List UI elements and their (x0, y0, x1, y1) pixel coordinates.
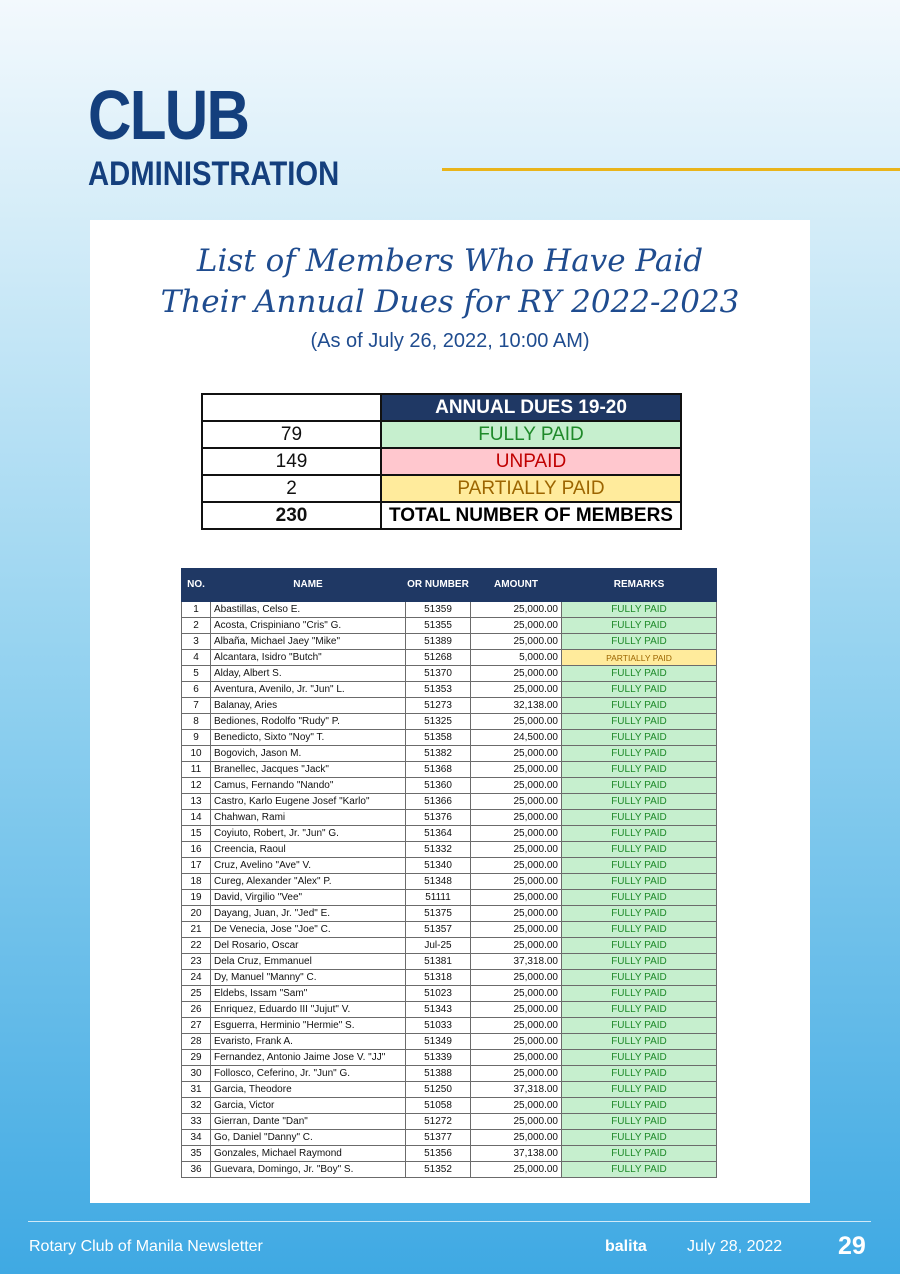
amount-paid: 32,138.00 (471, 698, 562, 714)
or-number: 51357 (406, 922, 471, 938)
table-row (182, 602, 717, 618)
or-number: 51356 (406, 1146, 471, 1162)
amount-paid: 25,000.00 (471, 1002, 562, 1018)
member-name: Camus, Fernando "Nando" (211, 778, 406, 794)
or-number: 51364 (406, 826, 471, 842)
amount-paid: 24,500.00 (471, 730, 562, 746)
amount-paid: 25,000.00 (471, 1018, 562, 1034)
table-row (182, 794, 717, 810)
member-number: 18 (182, 874, 211, 890)
member-name: Bediones, Rodolfo "Rudy" P. (211, 714, 406, 730)
amount-paid: 37,318.00 (471, 1082, 562, 1098)
remarks-status: FULLY PAID (562, 1066, 717, 1082)
or-number: 51377 (406, 1130, 471, 1146)
header-divider (442, 168, 900, 171)
member-number: 2 (182, 618, 211, 634)
table-row (182, 1066, 717, 1082)
page-number: 29 (838, 1232, 866, 1260)
amount-paid: 25,000.00 (471, 922, 562, 938)
summary-label: FULLY PAID (381, 421, 681, 448)
member-name: Dayang, Juan, Jr. "Jed" E. (211, 906, 406, 922)
or-number: 51366 (406, 794, 471, 810)
member-name: Balanay, Aries (211, 698, 406, 714)
amount-paid: 25,000.00 (471, 762, 562, 778)
member-name: Follosco, Ceferino, Jr. "Jun" G. (211, 1066, 406, 1082)
table-row (182, 666, 717, 682)
member-number: 29 (182, 1050, 211, 1066)
amount-paid: 25,000.00 (471, 1066, 562, 1082)
remarks-status: FULLY PAID (562, 1130, 717, 1146)
remarks-status: FULLY PAID (562, 746, 717, 762)
member-number: 21 (182, 922, 211, 938)
member-name: Dy, Manuel "Manny" C. (211, 970, 406, 986)
remarks-status: FULLY PAID (562, 890, 717, 906)
or-number: 51250 (406, 1082, 471, 1098)
remarks-status: FULLY PAID (562, 666, 717, 682)
member-number: 9 (182, 730, 211, 746)
summary-label: UNPAID (381, 448, 681, 475)
table-row (182, 970, 717, 986)
member-number: 19 (182, 890, 211, 906)
remarks-status: FULLY PAID (562, 714, 717, 730)
amount-paid: 25,000.00 (471, 970, 562, 986)
table-row (182, 890, 717, 906)
remarks-status: FULLY PAID (562, 1162, 717, 1178)
member-number: 3 (182, 634, 211, 650)
remarks-status: FULLY PAID (562, 970, 717, 986)
or-number: 51353 (406, 682, 471, 698)
member-number: 26 (182, 1002, 211, 1018)
column-header-amount: AMOUNT (471, 569, 562, 602)
member-name: Alday, Albert S. (211, 666, 406, 682)
or-number: 51033 (406, 1018, 471, 1034)
member-number: 23 (182, 954, 211, 970)
section-header (88, 76, 380, 194)
summary-label: TOTAL NUMBER OF MEMBERS (381, 502, 681, 529)
remarks-status: FULLY PAID (562, 1146, 717, 1162)
amount-paid: 5,000.00 (471, 650, 562, 666)
or-number: 51359 (406, 602, 471, 618)
table-row (182, 746, 717, 762)
remarks-status: FULLY PAID (562, 986, 717, 1002)
or-number: 51358 (406, 730, 471, 746)
amount-paid: 25,000.00 (471, 1114, 562, 1130)
table-row (182, 810, 717, 826)
as-of-note: (As of July 26, 2022, 10:00 AM) (310, 330, 590, 352)
or-number: 51360 (406, 778, 471, 794)
member-number: 10 (182, 746, 211, 762)
remarks-status: FULLY PAID (562, 810, 717, 826)
remarks-status: FULLY PAID (562, 682, 717, 698)
dues-summary-table (201, 393, 682, 530)
remarks-status: FULLY PAID (562, 730, 717, 746)
column-header-or-number: OR NUMBER (406, 569, 471, 602)
member-number: 15 (182, 826, 211, 842)
member-number: 35 (182, 1146, 211, 1162)
member-number: 27 (182, 1018, 211, 1034)
remarks-status: FULLY PAID (562, 1050, 717, 1066)
member-number: 11 (182, 762, 211, 778)
member-name: Creencia, Raoul (211, 842, 406, 858)
amount-paid: 25,000.00 (471, 986, 562, 1002)
or-number: 51272 (406, 1114, 471, 1130)
member-name: Gierran, Dante "Dan" (211, 1114, 406, 1130)
member-name: Garcia, Theodore (211, 1082, 406, 1098)
amount-paid: 37,138.00 (471, 1146, 562, 1162)
member-name: Albaña, Michael Jaey "Mike" (211, 634, 406, 650)
summary-label: PARTIALLY PAID (381, 475, 681, 502)
table-row (182, 1018, 717, 1034)
or-number: 51352 (406, 1162, 471, 1178)
amount-paid: 25,000.00 (471, 906, 562, 922)
column-header-name: NAME (211, 569, 406, 602)
or-number: 51339 (406, 1050, 471, 1066)
amount-paid: 25,000.00 (471, 826, 562, 842)
amount-paid: 25,000.00 (471, 746, 562, 762)
remarks-status: FULLY PAID (562, 778, 717, 794)
amount-paid: 25,000.00 (471, 890, 562, 906)
amount-paid: 25,000.00 (471, 1130, 562, 1146)
table-row (182, 842, 717, 858)
table-row (182, 1146, 717, 1162)
amount-paid: 25,000.00 (471, 858, 562, 874)
table-row (182, 714, 717, 730)
table-row (182, 1002, 717, 1018)
or-number: 51318 (406, 970, 471, 986)
remarks-status: FULLY PAID (562, 826, 717, 842)
member-number: 24 (182, 970, 211, 986)
amount-paid: 25,000.00 (471, 682, 562, 698)
table-row (182, 858, 717, 874)
remarks-status: PARTIALLY PAID (562, 650, 717, 666)
member-name: Benedicto, Sixto "Noy" T. (211, 730, 406, 746)
remarks-status: FULLY PAID (562, 1082, 717, 1098)
member-number: 32 (182, 1098, 211, 1114)
amount-paid: 25,000.00 (471, 666, 562, 682)
member-name: Dela Cruz, Emmanuel (211, 954, 406, 970)
table-row (182, 698, 717, 714)
or-number: 51343 (406, 1002, 471, 1018)
amount-paid: 25,000.00 (471, 618, 562, 634)
summary-header: ANNUAL DUES 19-20 (381, 394, 681, 421)
or-number: 51349 (406, 1034, 471, 1050)
member-name: Enriquez, Eduardo III "Jujut" V. (211, 1002, 406, 1018)
or-number: 51389 (406, 634, 471, 650)
amount-paid: 25,000.00 (471, 842, 562, 858)
member-name: Guevara, Domingo, Jr. "Boy" S. (211, 1162, 406, 1178)
table-row (182, 730, 717, 746)
amount-paid: 25,000.00 (471, 778, 562, 794)
member-name: Gonzales, Michael Raymond (211, 1146, 406, 1162)
table-row (182, 1034, 717, 1050)
remarks-status: FULLY PAID (562, 762, 717, 778)
amount-paid: 25,000.00 (471, 1034, 562, 1050)
member-name: Garcia, Victor (211, 1098, 406, 1114)
table-row (182, 938, 717, 954)
remarks-status: FULLY PAID (562, 1098, 717, 1114)
amount-paid: 25,000.00 (471, 794, 562, 810)
member-name: Bogovich, Jason M. (211, 746, 406, 762)
amount-paid: 37,318.00 (471, 954, 562, 970)
column-header-no: NO. (182, 569, 211, 602)
table-row (182, 1162, 717, 1178)
members-table-body (182, 602, 717, 1178)
publication-name: Rotary Club of Manila Newsletter (29, 1238, 263, 1255)
table-row (182, 826, 717, 842)
member-number: 17 (182, 858, 211, 874)
table-row (182, 954, 717, 970)
or-number: 51388 (406, 1066, 471, 1082)
amount-paid: 25,000.00 (471, 1050, 562, 1066)
remarks-status: FULLY PAID (562, 906, 717, 922)
summary-count: 230 (202, 502, 381, 529)
or-number: 51368 (406, 762, 471, 778)
member-number: 1 (182, 602, 211, 618)
or-number: Jul-25 (406, 938, 471, 954)
amount-paid: 25,000.00 (471, 1162, 562, 1178)
member-number: 8 (182, 714, 211, 730)
remarks-status: FULLY PAID (562, 698, 717, 714)
amount-paid: 25,000.00 (471, 938, 562, 954)
remarks-status: FULLY PAID (562, 858, 717, 874)
amount-paid: 25,000.00 (471, 714, 562, 730)
table-row (182, 650, 717, 666)
or-number: 51376 (406, 810, 471, 826)
column-header-remarks: REMARKS (562, 569, 717, 602)
member-name: Coyiuto, Robert, Jr. "Jun" G. (211, 826, 406, 842)
summary-row-total (202, 502, 681, 529)
or-number: 51273 (406, 698, 471, 714)
remarks-status: FULLY PAID (562, 922, 717, 938)
member-name: Fernandez, Antonio Jaime Jose V. "JJ" (211, 1050, 406, 1066)
remarks-status: FULLY PAID (562, 602, 717, 618)
section-subtitle: ADMINISTRATION (88, 155, 340, 193)
member-name: Chahwan, Rami (211, 810, 406, 826)
amount-paid: 25,000.00 (471, 634, 562, 650)
remarks-status: FULLY PAID (562, 1018, 717, 1034)
member-name: De Venecia, Jose "Joe" C. (211, 922, 406, 938)
summary-row-unpaid (202, 448, 681, 475)
table-row (182, 762, 717, 778)
member-number: 36 (182, 1162, 211, 1178)
summary-header-row (202, 394, 681, 421)
list-title-line-2: Their Annual Dues for RY 2022-2023 (160, 284, 740, 320)
member-number: 20 (182, 906, 211, 922)
member-name: Branellec, Jacques "Jack" (211, 762, 406, 778)
remarks-status: FULLY PAID (562, 794, 717, 810)
list-title-line-1: List of Members Who Have Paid (196, 243, 704, 279)
member-name: Alcantara, Isidro "Butch" (211, 650, 406, 666)
member-name: Cruz, Avelino "Ave" V. (211, 858, 406, 874)
summary-blank-cell (202, 394, 381, 421)
member-number: 25 (182, 986, 211, 1002)
member-number: 14 (182, 810, 211, 826)
summary-count: 2 (202, 475, 381, 502)
section-title: CLUB (88, 76, 249, 154)
member-name: Eldebs, Issam "Sam" (211, 986, 406, 1002)
table-row (182, 1082, 717, 1098)
or-number: 51332 (406, 842, 471, 858)
table-row (182, 986, 717, 1002)
issue-date: July 28, 2022 (687, 1238, 783, 1255)
or-number: 51058 (406, 1098, 471, 1114)
summary-count: 79 (202, 421, 381, 448)
or-number: 51382 (406, 746, 471, 762)
member-name: Aventura, Avenilo, Jr. "Jun" L. (211, 682, 406, 698)
table-row (182, 682, 717, 698)
member-number: 5 (182, 666, 211, 682)
table-row (182, 778, 717, 794)
member-number: 30 (182, 1066, 211, 1082)
amount-paid: 25,000.00 (471, 1098, 562, 1114)
table-row (182, 1114, 717, 1130)
amount-paid: 25,000.00 (471, 810, 562, 826)
table-row (182, 618, 717, 634)
or-number: 51325 (406, 714, 471, 730)
or-number: 51111 (406, 890, 471, 906)
or-number: 51370 (406, 666, 471, 682)
table-row (182, 634, 717, 650)
remarks-status: FULLY PAID (562, 1002, 717, 1018)
member-name: Go, Daniel "Danny" C. (211, 1130, 406, 1146)
or-number: 51268 (406, 650, 471, 666)
content-panel (90, 220, 810, 1203)
table-row (182, 1130, 717, 1146)
remarks-status: FULLY PAID (562, 874, 717, 890)
member-number: 13 (182, 794, 211, 810)
table-row (182, 1050, 717, 1066)
member-name: Del Rosario, Oscar (211, 938, 406, 954)
remarks-status: FULLY PAID (562, 618, 717, 634)
or-number: 51381 (406, 954, 471, 970)
member-number: 16 (182, 842, 211, 858)
table-row (182, 906, 717, 922)
member-number: 33 (182, 1114, 211, 1130)
or-number: 51375 (406, 906, 471, 922)
summary-row-fully-paid (202, 421, 681, 448)
or-number: 51348 (406, 874, 471, 890)
remarks-status: FULLY PAID (562, 634, 717, 650)
members-table-header (182, 569, 717, 602)
remarks-status: FULLY PAID (562, 1114, 717, 1130)
or-number: 51340 (406, 858, 471, 874)
or-number: 51355 (406, 618, 471, 634)
summary-row-partially-paid (202, 475, 681, 502)
member-name: Esguerra, Herminio "Hermie" S. (211, 1018, 406, 1034)
member-name: Evaristo, Frank A. (211, 1034, 406, 1050)
remarks-status: FULLY PAID (562, 954, 717, 970)
table-row (182, 922, 717, 938)
or-number: 51023 (406, 986, 471, 1002)
member-number: 7 (182, 698, 211, 714)
member-name: Cureg, Alexander "Alex" P. (211, 874, 406, 890)
newsletter-brand: balita (605, 1238, 647, 1255)
member-number: 28 (182, 1034, 211, 1050)
summary-count: 149 (202, 448, 381, 475)
member-name: Castro, Karlo Eugene Josef "Karlo" (211, 794, 406, 810)
remarks-status: FULLY PAID (562, 842, 717, 858)
table-row (182, 1098, 717, 1114)
table-row (182, 874, 717, 890)
member-name: Abastillas, Celso E. (211, 602, 406, 618)
member-number: 12 (182, 778, 211, 794)
member-number: 4 (182, 650, 211, 666)
member-name: David, Virgilio "Vee" (211, 890, 406, 906)
member-number: 6 (182, 682, 211, 698)
amount-paid: 25,000.00 (471, 602, 562, 618)
members-table (181, 568, 717, 1178)
amount-paid: 25,000.00 (471, 874, 562, 890)
member-number: 22 (182, 938, 211, 954)
member-number: 34 (182, 1130, 211, 1146)
remarks-status: FULLY PAID (562, 938, 717, 954)
footer-divider (28, 1221, 871, 1222)
member-name: Acosta, Crispiniano "Cris" G. (211, 618, 406, 634)
member-number: 31 (182, 1082, 211, 1098)
remarks-status: FULLY PAID (562, 1034, 717, 1050)
